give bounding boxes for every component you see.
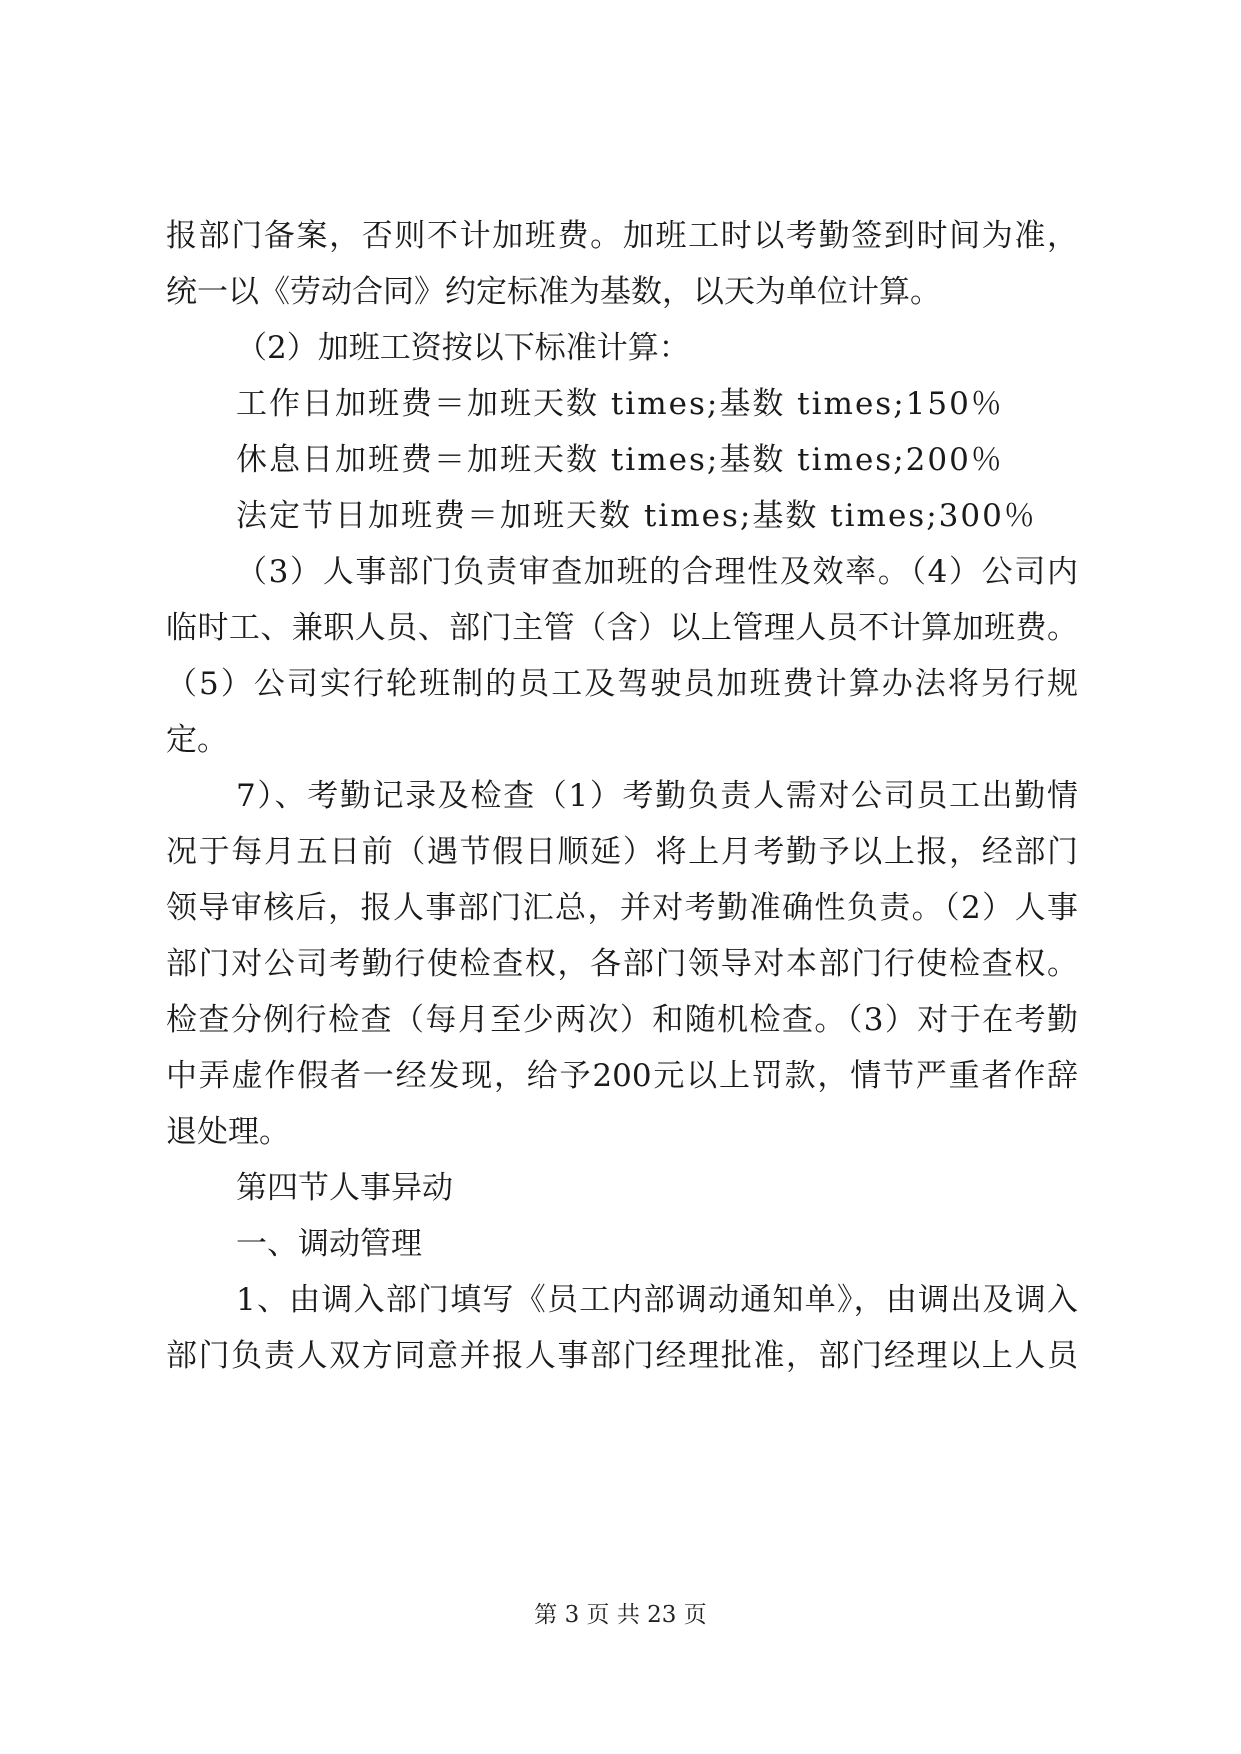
- subsection-heading: 一、调动管理: [236, 1226, 422, 1262]
- paragraph-line: 统一以《劳动合同》约定标准为基数，以天为单位计算。: [166, 274, 941, 310]
- paragraph-line: 1、由调入部门填写《员工内部调动通知单》，由调出及调入: [236, 1282, 1078, 1318]
- paragraph-line: （2）加班工资按以下标准计算：: [236, 330, 690, 366]
- paragraph-line: 部门负责人双方同意并报人事部门经理批准，部门经理以上人员: [166, 1338, 1078, 1374]
- paragraph-line: 定。: [166, 722, 228, 758]
- paragraph-line: 退处理。: [166, 1114, 290, 1150]
- paragraph-line: （5）公司实行轮班制的员工及驾驶员加班费计算办法将另行规: [166, 666, 1078, 702]
- paragraph-line: 中弄虚作假者一经发现，给予200元以上罚款，情节严重者作辞: [166, 1058, 1078, 1094]
- paragraph-line: 况于每月五日前（遇节假日顺延）将上月考勤予以上报，经部门: [166, 834, 1078, 870]
- section-heading: 第四节人事异动: [236, 1170, 453, 1206]
- paragraph-line: （3）人事部门负责审查加班的合理性及效率。（4）公司内: [236, 554, 1078, 590]
- page-footer: 第 3 页 共 23 页: [534, 1602, 707, 1628]
- paragraph-line: 报部门备案，否则不计加班费。加班工时以考勤签到时间为准，: [166, 218, 1078, 254]
- formula-line: 法定节日加班费＝加班天数 times;基数 times;300％: [236, 498, 1037, 534]
- paragraph-line: 领导审核后，报人事部门汇总，并对考勤准确性负责。（2）人事: [166, 890, 1078, 926]
- formula-line: 工作日加班费＝加班天数 times;基数 times;150％: [236, 386, 1004, 422]
- paragraph-line: 临时工、兼职人员、部门主管（含）以上管理人员不计算加班费。: [166, 610, 1078, 646]
- formula-line: 休息日加班费＝加班天数 times;基数 times;200％: [236, 442, 1004, 478]
- paragraph-line: 部门对公司考勤行使检查权，各部门领导对本部门行使检查权。: [166, 946, 1078, 982]
- paragraph-line: 7）、考勤记录及检查（1）考勤负责人需对公司员工出勤情: [236, 778, 1078, 814]
- paragraph-line: 检查分例行检查（每月至少两次）和随机检查。（3）对于在考勤: [166, 1002, 1078, 1038]
